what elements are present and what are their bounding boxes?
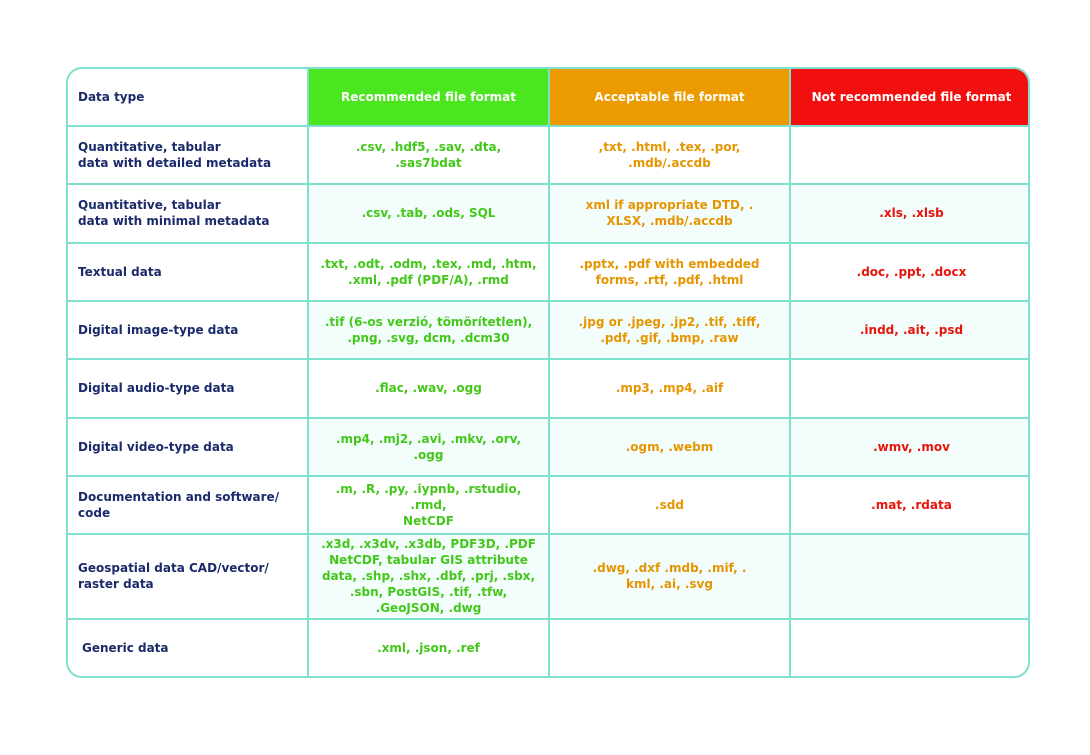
row-data-type: Geospatial data CAD/vector/ raster data <box>68 534 308 618</box>
table-row <box>68 184 1030 242</box>
row-data-type: Documentation and software/ code <box>68 476 308 534</box>
table-row <box>68 534 1030 618</box>
row-data-type: Generic data <box>68 619 308 676</box>
row-acceptable: .jpg or .jpeg, .jp2, .tif, .tiff, .pdf, .gif, .bmp, .raw <box>549 301 790 359</box>
table-row <box>68 126 1030 184</box>
row-acceptable: .pptx, .pdf with embedded forms, .rtf, .pdf, .html <box>549 243 790 301</box>
row-not-recommended <box>790 619 1030 676</box>
header-recommended: Recommended file format <box>308 69 549 126</box>
row-acceptable: .mp3, .mp4, .aif <box>549 359 790 417</box>
row-recommended: .csv, .hdf5, .sav, .dta, .sas7bdat <box>308 126 549 184</box>
row-data-type: Digital video-type data <box>68 418 308 476</box>
row-acceptable: .sdd <box>549 476 790 534</box>
row-not-recommended: .wmv, .mov <box>790 418 1030 476</box>
file-format-table <box>68 69 1030 676</box>
row-not-recommended <box>790 126 1030 184</box>
row-data-type: Quantitative, tabular data with detailed metadata <box>68 126 308 184</box>
row-recommended: .flac, .wav, .ogg <box>308 359 549 417</box>
row-not-recommended <box>790 534 1030 618</box>
row-not-recommended: .xls, .xlsb <box>790 184 1030 242</box>
table-row <box>68 476 1030 534</box>
row-recommended: .tif (6-os verzió, tömörítetlen), .png, .svg, dcm, .dcm30 <box>308 301 549 359</box>
header-row <box>68 69 1030 126</box>
row-data-type: Textual data <box>68 243 308 301</box>
row-data-type: Quantitative, tabular data with minimal metadata <box>68 184 308 242</box>
row-recommended: .csv, .tab, .ods, SQL <box>308 184 549 242</box>
table-row <box>68 301 1030 359</box>
table-row <box>68 243 1030 301</box>
header-acceptable: Acceptable file format <box>549 69 790 126</box>
row-acceptable: .ogm, .webm <box>549 418 790 476</box>
header-data-type: Data type <box>68 69 308 126</box>
row-not-recommended: .mat, .rdata <box>790 476 1030 534</box>
row-not-recommended <box>790 359 1030 417</box>
row-acceptable: ,txt, .html, .tex, .por, .mdb/.accdb <box>549 126 790 184</box>
row-not-recommended: .indd, .ait, .psd <box>790 301 1030 359</box>
table-row <box>68 418 1030 476</box>
row-recommended: .mp4, .mj2, .avi, .mkv, .orv, .ogg <box>308 418 549 476</box>
table-row <box>68 619 1030 676</box>
row-not-recommended: .doc, .ppt, .docx <box>790 243 1030 301</box>
row-recommended: .x3d, .x3dv, .x3db, PDF3D, .PDF NetCDF, tabular GIS attribute data, .shp, .shx, .dbf, .prj, .sbx, .sbn, PostGIS, .tif, .tfw, .GeoJSON, .dwg <box>308 534 549 618</box>
row-recommended: .m, .R, .py, .iypnb, .rstudio, .rmd, NetCDF <box>308 476 549 534</box>
row-acceptable: xml if appropriate DTD, . XLSX, .mdb/.accdb <box>549 184 790 242</box>
row-acceptable: .dwg, .dxf .mdb, .mif, . kml, .ai, .svg <box>549 534 790 618</box>
header-not-recommended: Not recommended file format <box>790 69 1030 126</box>
file-format-table-frame <box>66 67 1030 678</box>
row-acceptable <box>549 619 790 676</box>
table-row <box>68 359 1030 417</box>
row-recommended: .xml, .json, .ref <box>308 619 549 676</box>
row-data-type: Digital image-type data <box>68 301 308 359</box>
row-recommended: .txt, .odt, .odm, .tex, .md, .htm, .xml, .pdf (PDF/A), .rmd <box>308 243 549 301</box>
row-data-type: Digital audio-type data <box>68 359 308 417</box>
